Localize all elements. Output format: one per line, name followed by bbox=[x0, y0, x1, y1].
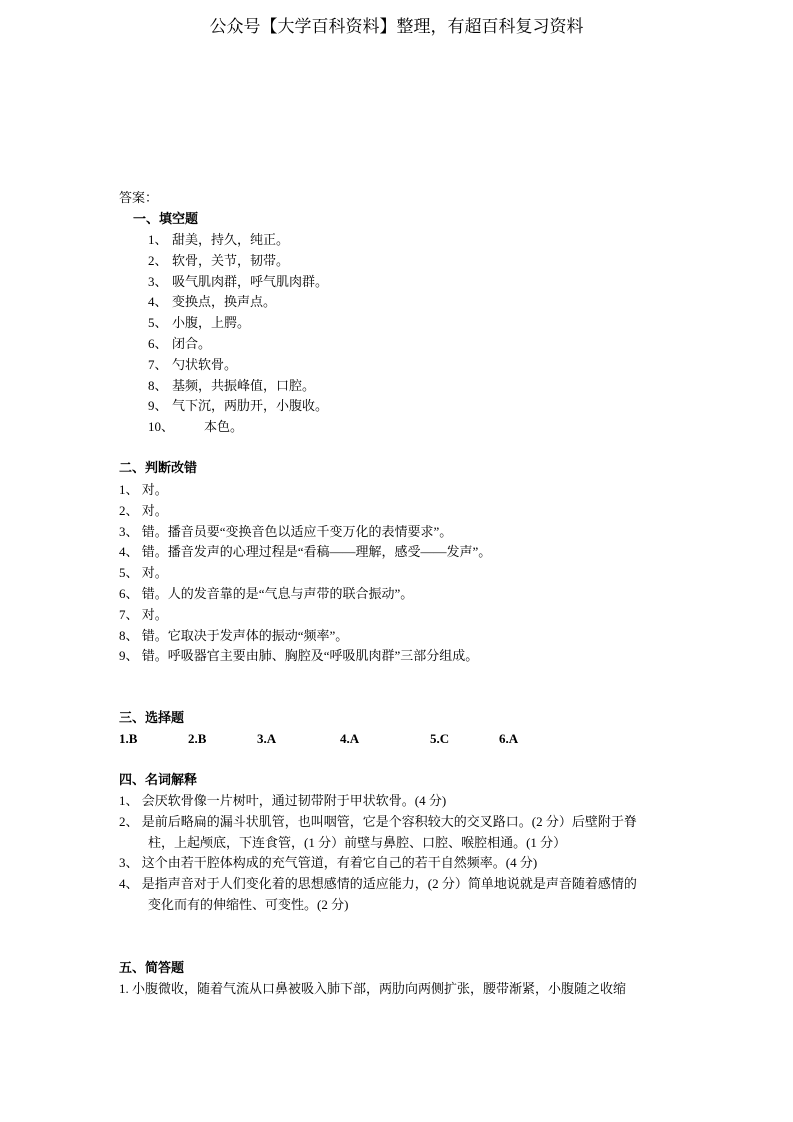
definition-line: 1、 会厌软骨像一片树叶，通过韧带附于甲状软骨。(4 分) bbox=[119, 793, 447, 808]
list-item: 7、 对。 bbox=[119, 606, 168, 622]
choice-answer: 1.B bbox=[119, 731, 138, 746]
answer-label: 答案： bbox=[119, 190, 159, 205]
list-item-number: 7、 bbox=[148, 356, 168, 372]
section-5-title: 五、简答题 bbox=[119, 960, 185, 975]
list-item-number: 6、 bbox=[148, 336, 168, 351]
list-item-text: 勺状软骨。 bbox=[172, 356, 238, 372]
list-item-number: 8、 bbox=[148, 377, 168, 393]
list-item: 4、 错。播音发声的心理过程是“看稿——理解，感受——发声”。 bbox=[119, 544, 492, 560]
list-item-text: 基频，共振峰值，口腔。 bbox=[172, 377, 316, 393]
definition-line: 3、 这个由若干腔体构成的充气管道，有着它自己的若干自然频率。(4 分) bbox=[119, 855, 538, 871]
list-item: 9、 错。呼吸器官主要由肺、胸腔及“呼吸肌肉群”三部分组成。 bbox=[119, 648, 479, 664]
list-item: 5、 对。 bbox=[119, 565, 168, 581]
definition-line: 2、 是前后略扁的漏斗状肌管，也叫咽管，它是个容积较大的交叉路口。(2 分）后壁附于脊 bbox=[119, 813, 637, 829]
list-item-text: 气下沉，两肋开，小腹收。 bbox=[172, 398, 329, 414]
list-item: 8、 错。它取决于发声体的振动“频率”。 bbox=[119, 627, 349, 643]
list-item-text: 本色。 bbox=[204, 419, 244, 435]
list-item: 1、 对。 bbox=[119, 482, 168, 497]
list-item-number: 2、 bbox=[148, 252, 168, 268]
list-item-number: 3、 bbox=[148, 273, 168, 289]
list-item: 2、 对。 bbox=[119, 502, 168, 518]
choice-answer: 4.A bbox=[340, 731, 360, 746]
list-item-text: 吸气肌肉群，呼气肌肉群。 bbox=[172, 273, 329, 289]
choice-answer: 5.C bbox=[430, 731, 450, 746]
list-item-number: 1、 bbox=[148, 232, 168, 247]
list-item-text: 小腹，上腭。 bbox=[172, 315, 251, 331]
list-item: 3、 错。播音员要“变换音色以适应千变万化的表情要求”。 bbox=[119, 523, 453, 539]
definition-line: 柱，上起颅底，下连食管，(1 分）前壁与鼻腔、口腔、喉腔相通。(1 分） bbox=[148, 834, 567, 850]
page-header: 公众号【大学百科资料】整理，有超百科复习资料 bbox=[209, 17, 584, 36]
list-item-number: 5、 bbox=[148, 315, 168, 331]
choice-answer: 3.A bbox=[257, 731, 277, 746]
section-1-title: 一、填空题 bbox=[133, 211, 199, 226]
answer-line: 1. 小腹微收，随着气流从口鼻被吸入肺下部，两肋向两侧扩张，腰带渐紧，小腹随之收缩 bbox=[119, 981, 627, 996]
definition-line: 变化而有的伸缩性、可变性。(2 分) bbox=[148, 897, 349, 912]
list-item-text: 甜美，持久，纯正。 bbox=[172, 232, 290, 247]
list-item-text: 软骨，关节，韧带。 bbox=[172, 252, 290, 268]
list-item-number: 9、 bbox=[148, 398, 168, 414]
list-item: 6、 错。人的发音靠的是“气息与声带的联合振动”。 bbox=[119, 586, 414, 601]
list-item-number: 4、 bbox=[148, 294, 168, 310]
list-item-text: 闭合。 bbox=[172, 336, 212, 351]
section-2-title: 二、判断改错 bbox=[119, 460, 198, 475]
definition-line: 4、 是指声音对于人们变化着的思想感情的适应能力，(2 分）简单地说就是声音随着感情的 bbox=[119, 876, 637, 892]
choice-answer: 6.A bbox=[499, 731, 519, 746]
section-4-title: 四、名词解释 bbox=[119, 772, 198, 787]
section-3-title: 三、选择题 bbox=[119, 710, 185, 725]
list-item-text: 变换点，换声点。 bbox=[172, 294, 277, 310]
list-item-number: 10、 bbox=[148, 419, 175, 435]
choice-answer: 2.B bbox=[188, 731, 207, 746]
